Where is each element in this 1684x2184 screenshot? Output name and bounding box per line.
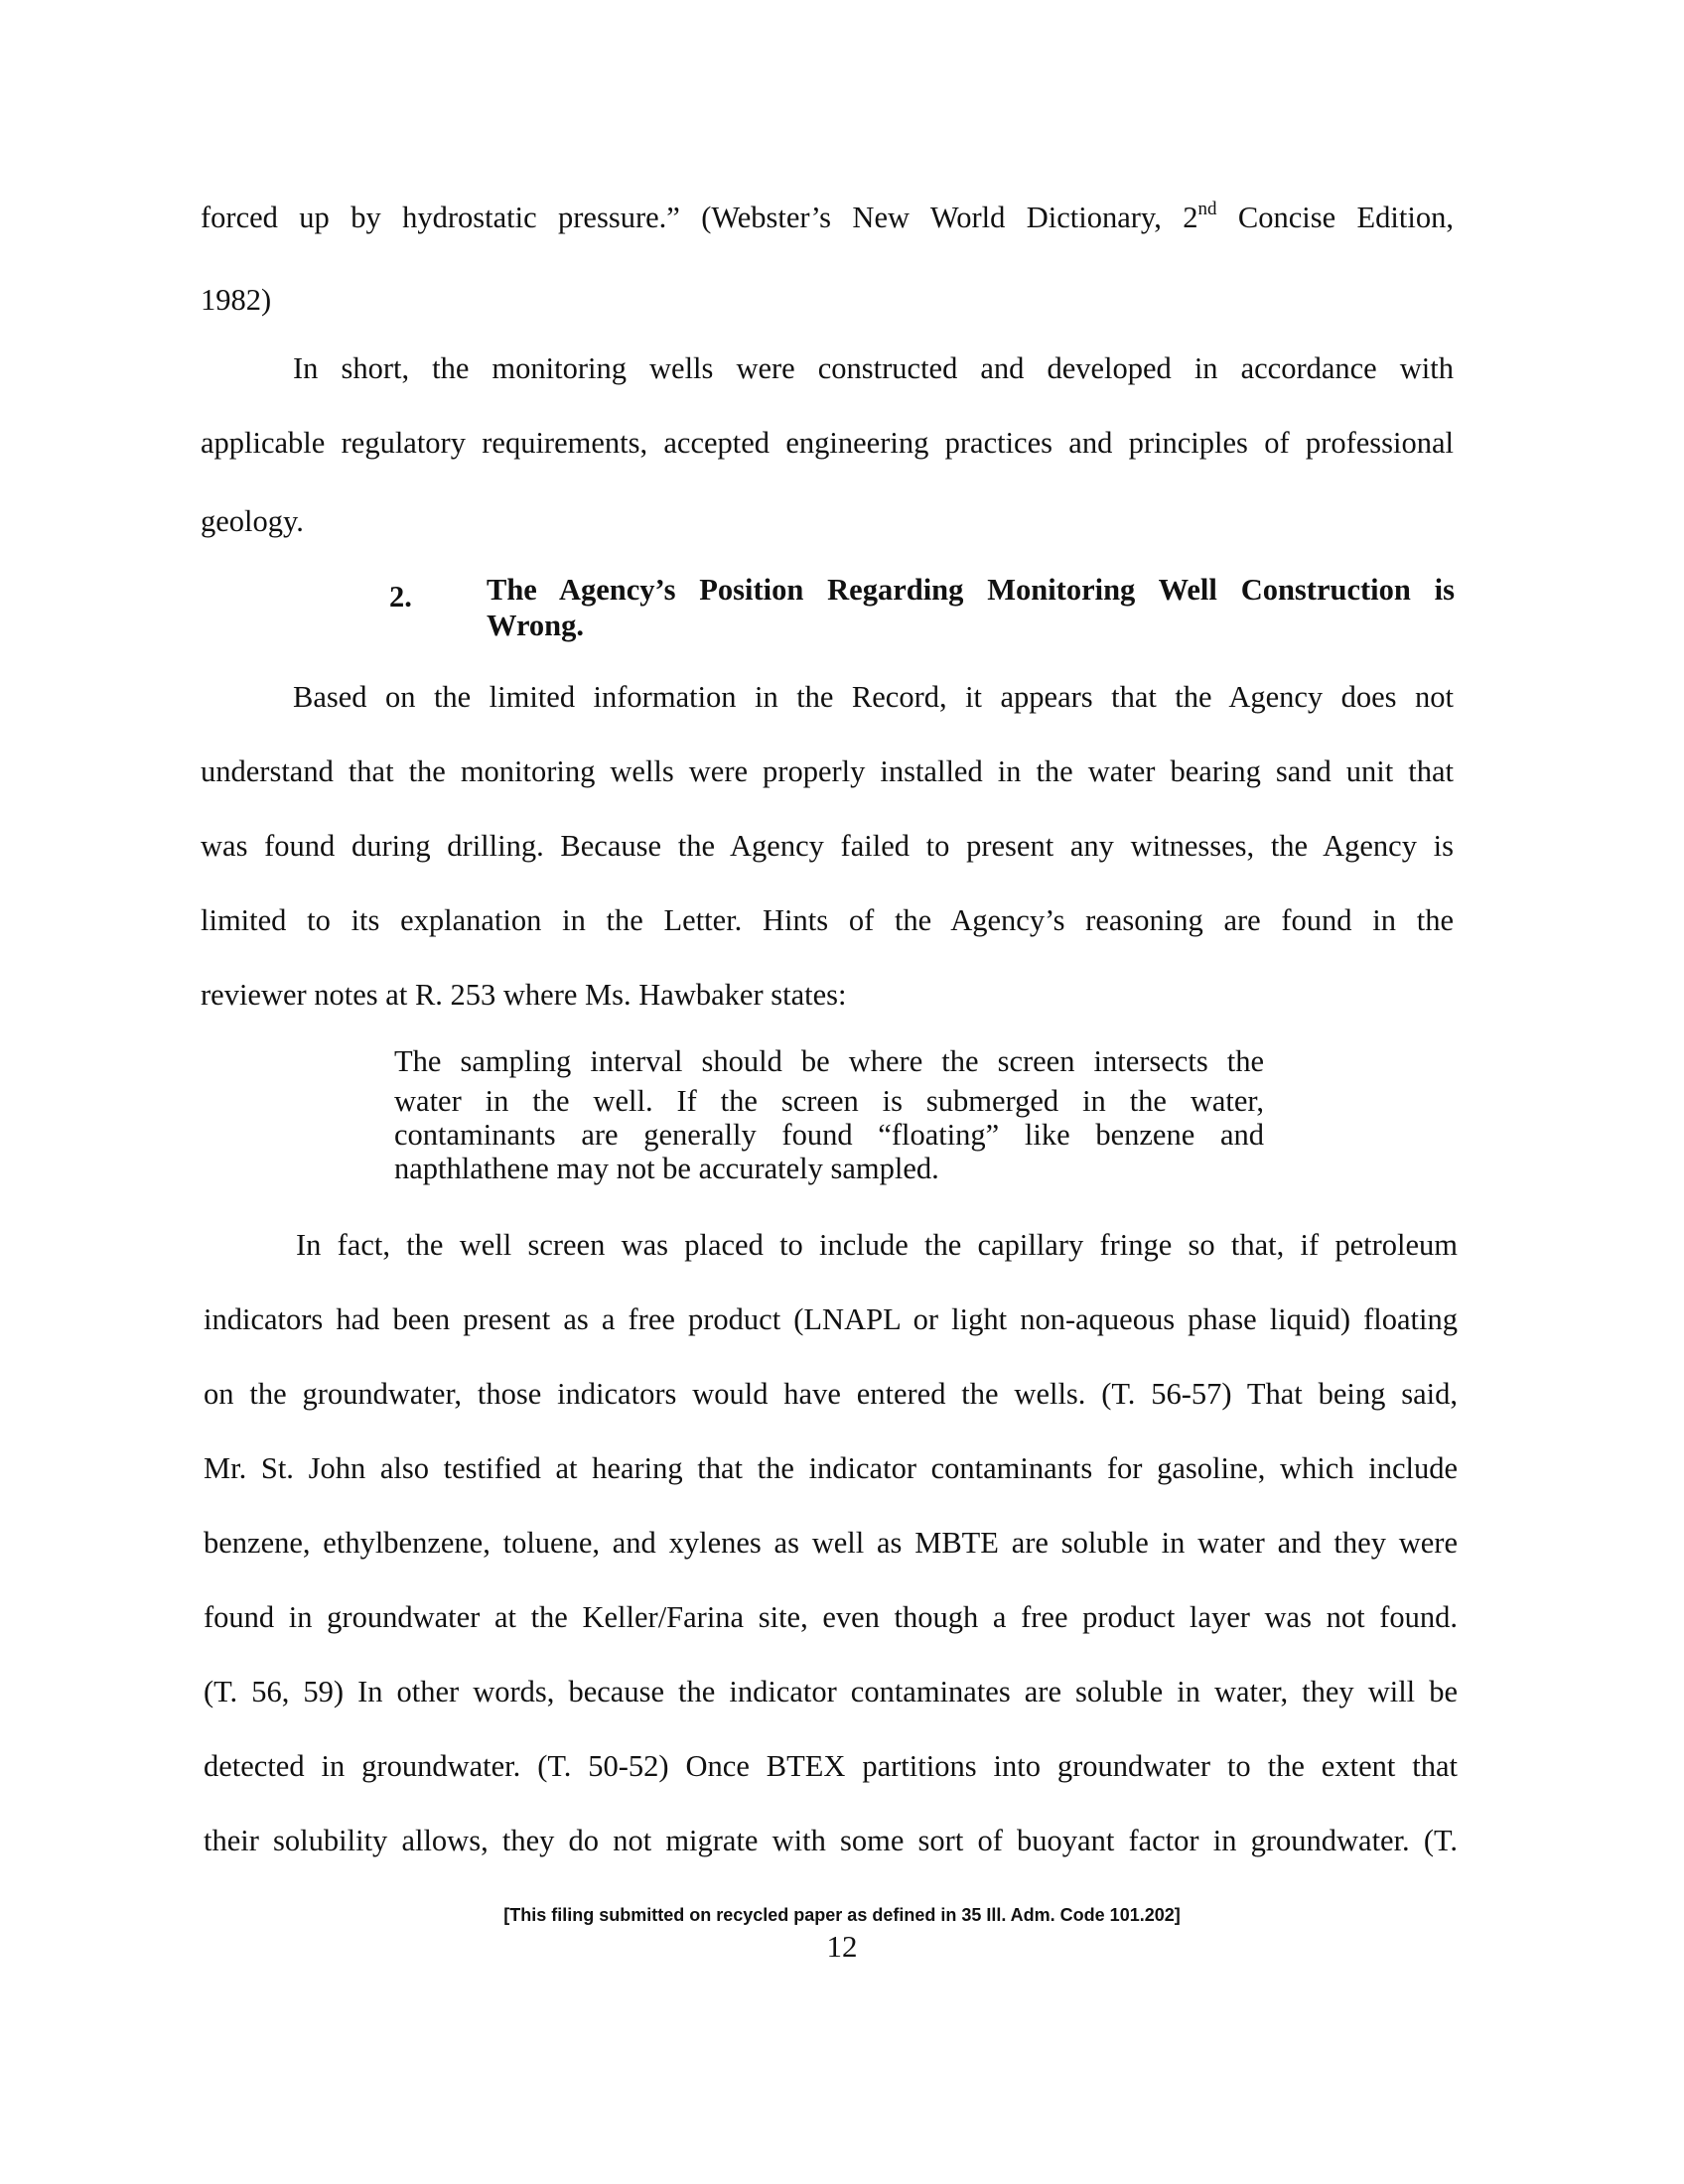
body-text-line: reviewer notes at R. 253 where Ms. Hawbaker states:: [201, 978, 847, 1012]
body-text-line: on the groundwater, those indicators would have entered the wells. (T. 56-57) That being said,: [204, 1377, 1458, 1411]
body-text-line: Based on the limited information in the Record, it appears that the Agency does not: [293, 680, 1454, 714]
section-heading-line: Wrong.: [487, 609, 585, 642]
body-text-line: In short, the monitoring wells were constructed and developed in accordance with: [293, 351, 1454, 385]
body-text-line: limited to its explanation in the Letter. Hints of the Agency’s reasoning are found in the: [201, 903, 1454, 937]
body-text-line: In fact, the well screen was placed to include the capillary fringe so that, if petroleum: [296, 1228, 1458, 1262]
body-text-line: detected in groundwater. (T. 50-52) Once BTEX partitions into groundwater to the extent that: [204, 1749, 1458, 1783]
section-number: 2.: [389, 580, 412, 614]
body-text-line: benzene, ethylbenzene, toluene, and xylenes as well as MBTE are soluble in water and they were: [204, 1526, 1458, 1560]
section-heading-line: The Agency’s Position Regarding Monitoring Well Construction is: [487, 573, 1455, 607]
body-text-line: was found during drilling. Because the Agency failed to present any witnesses, the Agency is: [201, 829, 1454, 863]
page-number: 12: [826, 1929, 858, 1964]
body-text-line: indicators had been present as a free product (LNAPL or light non-aqueous phase liquid) floating: [204, 1302, 1458, 1336]
block-quote-line: contaminants are generally found “floating” like benzene and: [394, 1118, 1264, 1152]
body-text-line: applicable regulatory requirements, accepted engineering practices and principles of professional: [201, 426, 1454, 460]
superscript: nd: [1197, 198, 1217, 219]
recycled-paper-footer: [This filing submitted on recycled paper as defined in 35 Ill. Adm. Code 101.202]: [503, 1905, 1181, 1925]
block-quote-line: napthlathene may not be accurately sampled.: [394, 1152, 939, 1185]
body-text-line: found in groundwater at the Keller/Farina site, even though a free product layer was not found.: [204, 1600, 1458, 1634]
body-text-line: [201, 200, 1454, 235]
block-quote-line: water in the well. If the screen is submerged in the water,: [394, 1084, 1264, 1118]
text-span: Concise Edition,: [1216, 201, 1454, 234]
section-heading: [487, 572, 1455, 643]
body-text-line: understand that the monitoring wells were properly installed in the water bearing sand unit that: [201, 754, 1454, 788]
block-quote-line: The sampling interval should be where the screen intersects the: [394, 1044, 1264, 1078]
body-text-line: geology.: [201, 504, 304, 538]
text-span: forced up by hydrostatic pressure.” (Webster’s New World Dictionary, 2: [201, 201, 1198, 234]
body-text-line: (T. 56, 59) In other words, because the indicator contaminates are soluble in water, they will be: [204, 1675, 1458, 1708]
body-text-line: 1982): [201, 283, 272, 317]
body-text-line: Mr. St. John also testified at hearing that the indicator contaminants for gasoline, which include: [204, 1451, 1458, 1485]
body-text-line: their solubility allows, they do not migrate with some sort of buoyant factor in groundwater. (T.: [204, 1824, 1458, 1857]
